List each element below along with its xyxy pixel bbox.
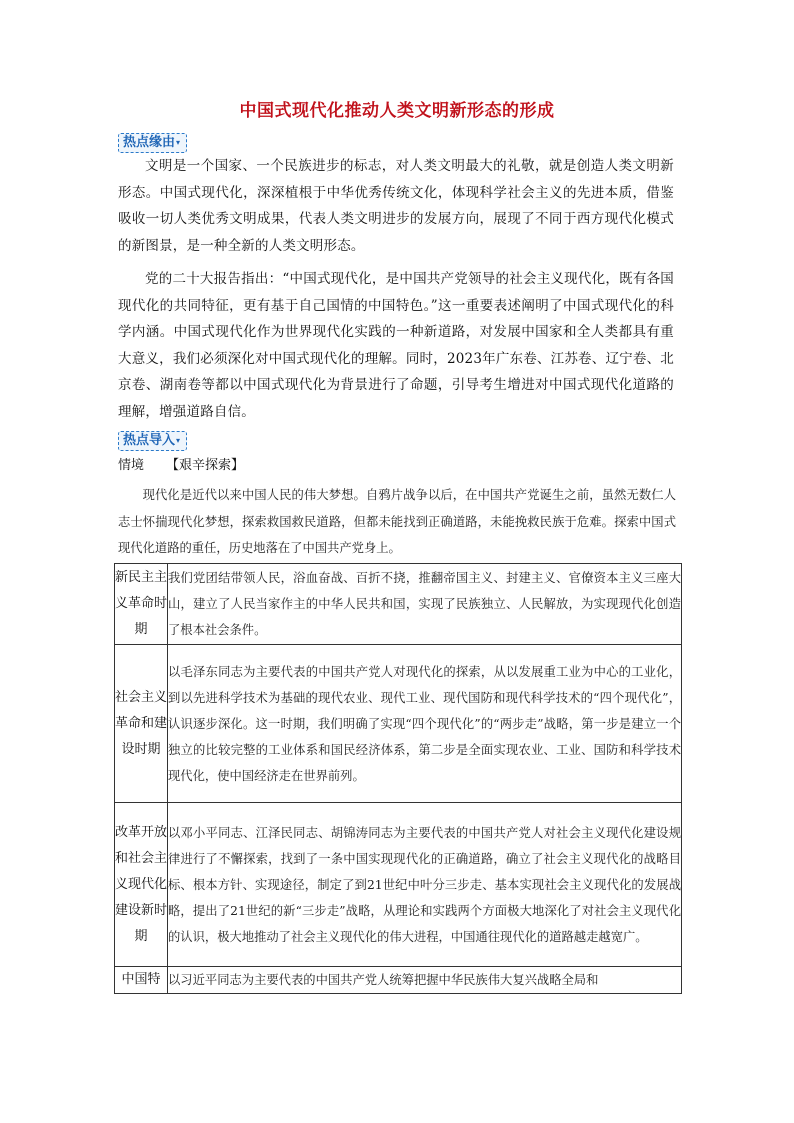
section-tag-hotspot-origin: [118, 133, 187, 153]
table-row: [115, 967, 682, 994]
period-name: 改革开放和社会主义现代化建设新时期: [115, 803, 168, 967]
table-row: [115, 803, 682, 967]
origin-paragraph: 文明是一个国家、一个民族进步的标志，对人类文明最大的礼敬，就是创造人类文明新形态。中国式现代化，深深植根于中华优秀传统文化，体现科学社会主义的先进本质，借鉴吸收一切人类优秀文明成果，代表人类文明进步的发展方向，展现了不同于西方现代化模式的新图景，是一种全新的人类文明形态。: [118, 158, 674, 254]
scene-heading: 【艰辛探索】: [166, 458, 245, 473]
section-tag-label: 热点缘由: [123, 135, 176, 150]
period-name: 新民主主义革命时期: [115, 564, 168, 645]
scene-header: [118, 455, 244, 477]
section-tag-hotspot-intro: [118, 431, 187, 451]
scene-label: 情境: [118, 458, 145, 473]
section-tag-label: 热点导入: [123, 433, 176, 448]
scene-paragraph: 现代化是近代以来中国人民的伟大梦想。自鸦片战争以后，在中国共产党诞生之前，虽然无数仁人志士怀揣现代化梦想，探索救国救民道路，但都未能找到正确道路，未能挽救民族于危难。探索中国式现代化道路的重任，历史地落在了中国共产党身上。: [118, 488, 676, 555]
document-title: 中国式现代化推动人类文明新形态的形成: [239, 101, 555, 121]
origin-paragraph: 党的二十大报告指出：“中国式现代化，是中国共产党领导的社会主义现代化，既有各国现代化的共同特征，更有基于自己国情的中国特色。”这一重要表述阐明了中国式现代化的科学内涵。中国式现代化作为世界现代化实践的一种新道路，对发展中国家和全人类都具有重大意义，我们必须深化对中国式现代化的理解。同时，2023年广东卷、江苏卷、辽宁卷、北京卷、湖南卷等都以中国式现代化为背景进行了命题，引导考生增进对中国式现代化道路的理解，增强道路自信。: [118, 271, 674, 420]
period-table: [114, 563, 682, 994]
period-content: 以习近平同志为主要代表的中国共产党人统筹把握中华民族伟大复兴战略全局和: [168, 967, 682, 994]
period-name: 中国特: [115, 967, 168, 994]
period-content: 我们党团结带领人民，浴血奋战、百折不挠，推翻帝国主义、封建主义、官僚资本主义三座大山，建立了人民当家作主的中华人民共和国，实现了民族独立、人民解放，为实现现代化创造了根本社会条件。: [168, 564, 682, 645]
period-content: 以邓小平同志、江泽民同志、胡锦涛同志为主要代表的中国共产党人对社会主义现代化建设规律进行了不懈探索，找到了一条中国实现现代化的正确道路，确立了社会主义现代化的战略目标、根本方针、实现途径，制定了到21世纪中叶分三步走、基本实现社会主义现代化的发展战略，提出了21世纪的新“三步走”战略，从理论和实践两个方面极大地深化了对社会主义现代化的认识，极大地推动了社会主义现代化的伟大进程，中国通往现代化的道路越走越宽广。: [168, 803, 682, 967]
table-row: [115, 645, 682, 803]
period-name: 社会主义革命和建设时期: [115, 645, 168, 803]
chevron-down-icon: ▾: [176, 138, 181, 147]
chevron-down-icon: ▾: [176, 436, 181, 445]
table-row: [115, 564, 682, 645]
period-content: 以毛泽东同志为主要代表的中国共产党人对现代化的探索，从以发展重工业为中心的工业化，到以先进科学技术为基础的现代农业、现代工业、现代国防和现代科学技术的“四个现代化”，认识逐步深化。这一时期，我们明确了实现“四个现代化”的“两步走”战略，第一步是建立一个独立的比较完整的工业体系和国民经济体系，第二步是全面实现农业、工业、国防和科学技术现代化，使中国经济走在世界前列。: [168, 645, 682, 803]
